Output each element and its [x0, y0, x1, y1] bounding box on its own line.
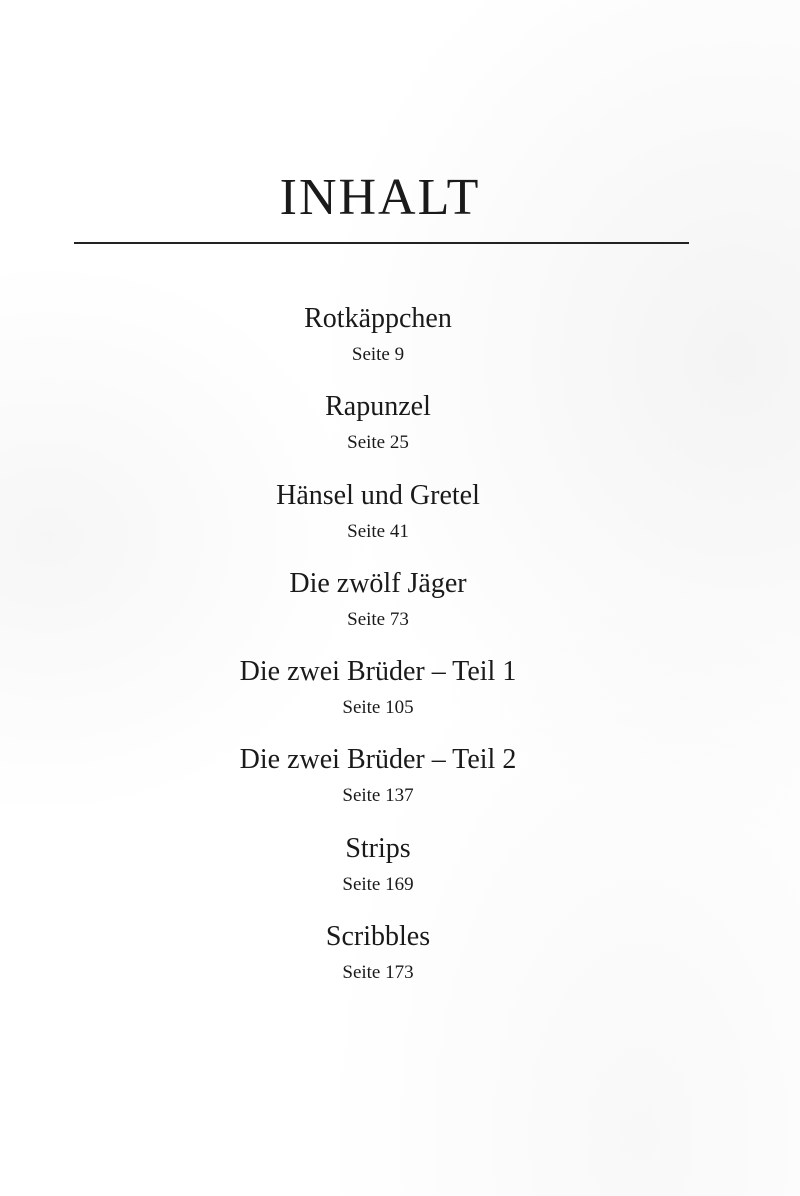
- title-divider: [74, 242, 689, 244]
- page-title: INHALT: [279, 169, 481, 226]
- toc-entry: [0, 829, 756, 917]
- toc-entry-page: Seite 169: [342, 873, 414, 895]
- toc-entry-title: Hänsel und Gretel: [276, 479, 480, 511]
- toc-entry: [0, 476, 756, 564]
- toc-entry-page: Seite 105: [342, 697, 414, 719]
- toc-entry: [0, 917, 756, 1005]
- toc-entry-page: Seite 137: [342, 785, 414, 807]
- toc-entry-title: Strips: [345, 832, 411, 864]
- toc-entry: [0, 652, 756, 740]
- toc-entry-page: Seite 25: [347, 432, 409, 454]
- toc-entry-title: Scribbles: [325, 921, 431, 953]
- toc-entry-page: Seite 73: [347, 608, 409, 630]
- toc-entry: [0, 564, 756, 652]
- toc-entry-title: Die zwölf Jäger: [289, 567, 467, 599]
- toc-entry: [0, 387, 756, 475]
- toc-entry-title: Rotkäppchen: [304, 303, 452, 334]
- toc-entry-page: Seite 173: [342, 962, 414, 984]
- toc-entry-page: Seite 41: [347, 520, 409, 542]
- toc-entry-title: Die zwei Brüder – Teil 1: [239, 656, 517, 688]
- toc-entry-title: Rapunzel: [325, 391, 431, 423]
- toc-entry-page: Seite 9: [351, 344, 405, 365]
- table-of-contents: [0, 299, 756, 1005]
- toc-entry: [0, 299, 756, 387]
- toc-entry: [0, 740, 756, 828]
- toc-entry-title: Die zwei Brüder – Teil 2: [239, 744, 517, 776]
